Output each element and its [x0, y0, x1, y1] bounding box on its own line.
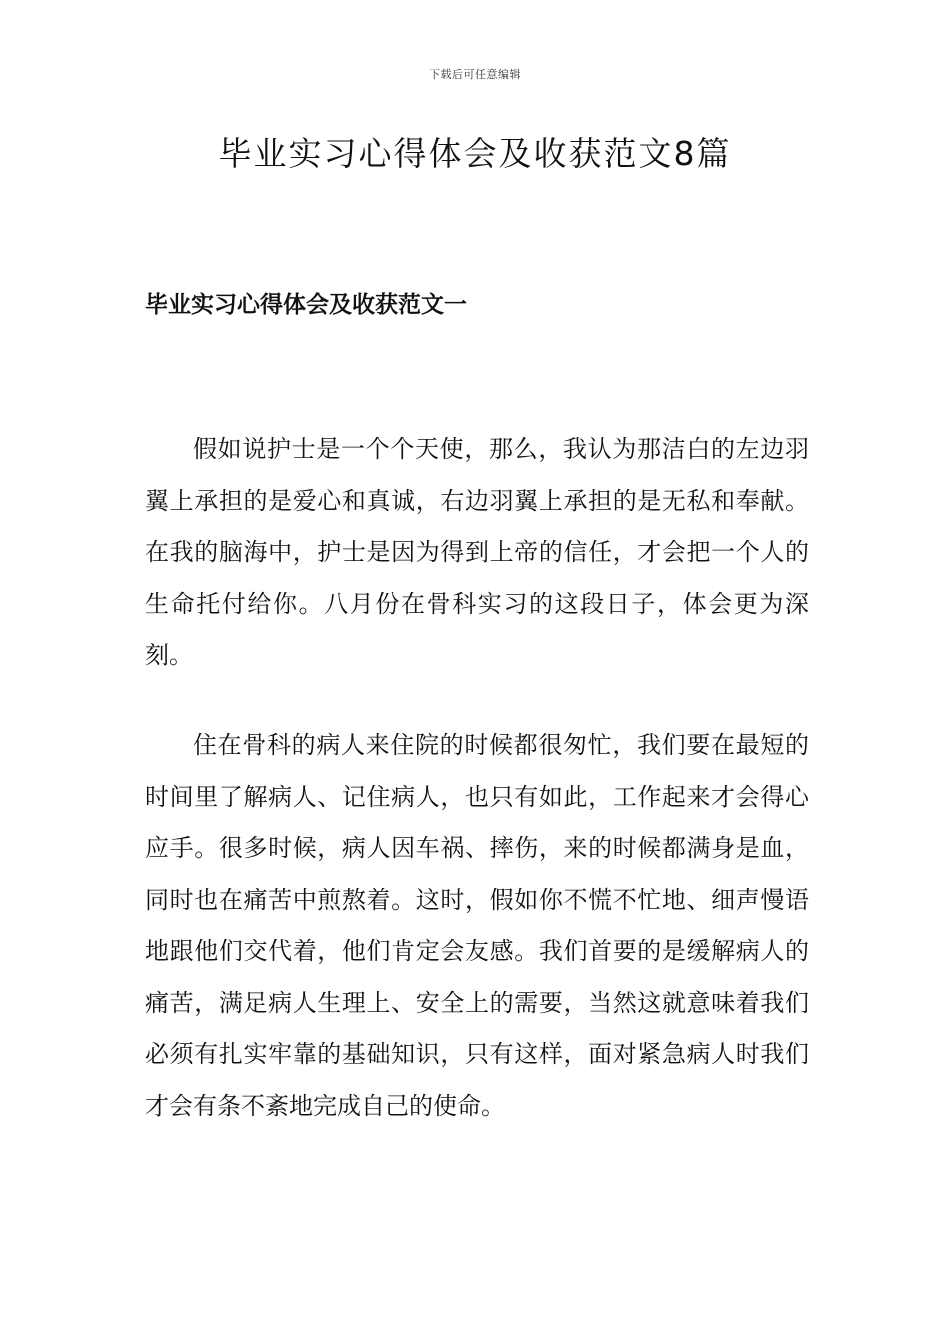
section-heading: 毕业实习心得体会及收获范文一: [145, 291, 467, 318]
body-paragraph-1: 假如说护士是一个个天使，那么，我认为那洁白的左边羽翼上承担的是爱心和真诚，右边羽翼上承担的是无私和奉献。在我的脑海中，护士是因为得到上帝的信任，才会把一个人的生命托付给你。八月份在骨科实习的这段日子，体会更为深刻。: [145, 435, 809, 669]
body-paragraph-2: 住在骨科的病人来住院的时候都很匆忙，我们要在最短的时间里了解病人、记住病人，也只有如此，工作起来才会得心应手。很多时候，病人因车祸、摔伤，来的时候都满身是血，同时也在痛苦中煎熬着。这时，假如你不慌不忙地、细声慢语地跟他们交代着，他们肯定会友感。我们首要的是缓解病人的痛苦，满足病人生理上、安全上的需要，当然这就意味着我们必须有扎实牢靠的基础知识，只有这样，面对紧急病人时我们才会有条不紊地完成自己的使命。: [145, 731, 809, 1120]
document-title: 毕业实习心得体会及收获范文8篇: [218, 134, 732, 173]
header-note: 下载后可任意编辑: [429, 68, 521, 81]
